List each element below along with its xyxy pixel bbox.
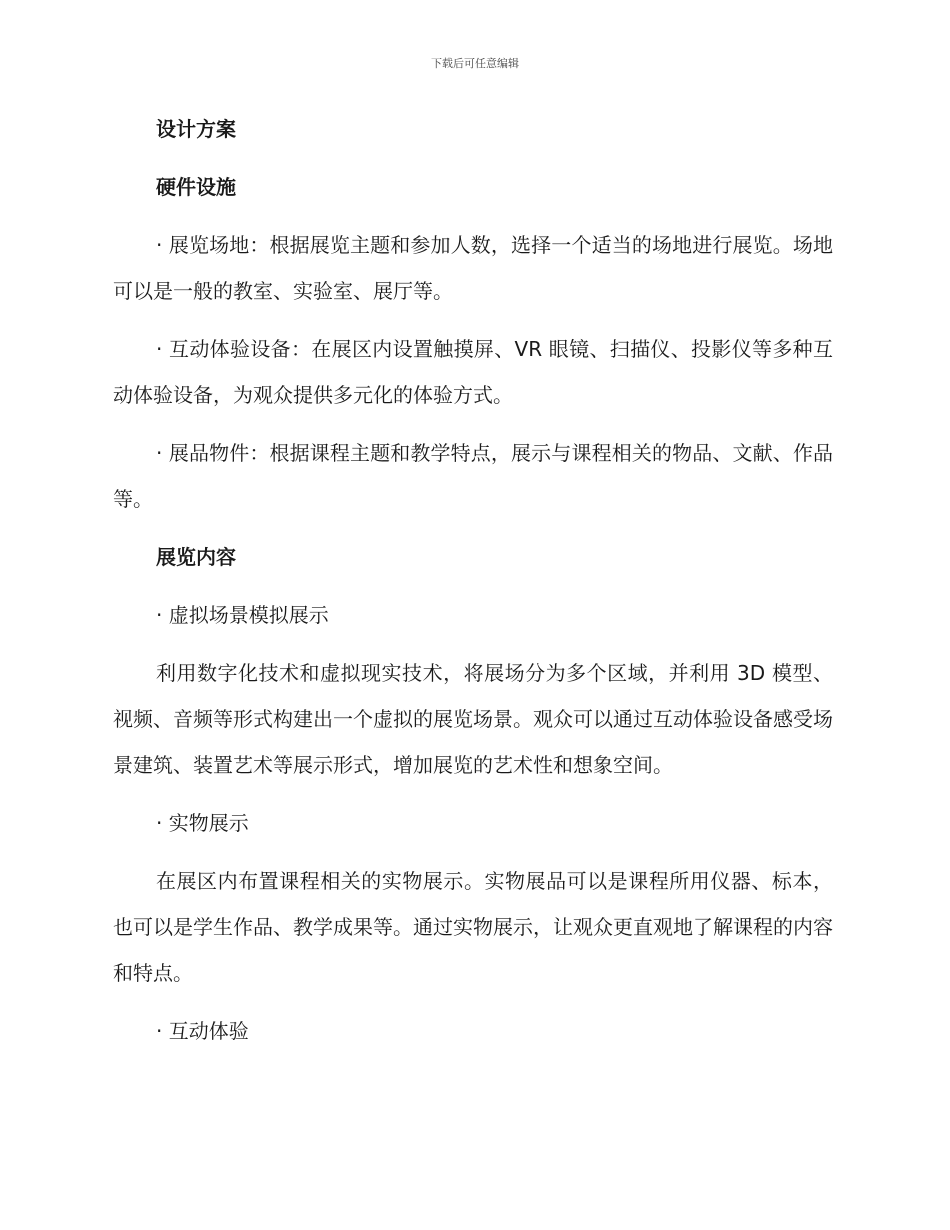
virtual-display-label: · 虚拟场景模拟展示 [156,603,329,627]
hardware-item-exhibits: · 展品物件：根据课程主题和教学特点，展示与课程相关的物品、文献、作品等。 [113,441,833,511]
hardware-item-devices: · 互动体验设备：在展区内设置触摸屏、VR 眼镜、扫描仪、投影仪等多种互动体验设备，为观众提供多元化的体验方式。 [113,337,833,407]
hardware-heading: 硬件设施 [156,175,236,199]
physical-display-text: 在展区内布置课程相关的实物展示。实物展品可以是课程所用仪器、标本，也可以是学生作品、教学成果等。通过实物展示，让观众更直观地了解课程的内容和特点。 [113,869,833,985]
document-body [113,106,833,1066]
content-heading: 展览内容 [156,545,236,569]
hardware-item-venue: · 展览场地：根据展览主题和参加人数，选择一个适当的场地进行展览。场地可以是一般的教室、实验室、展厅等。 [113,233,833,303]
page-header: 下载后可任意编辑 [431,57,519,70]
virtual-display-text: 利用数字化技术和虚拟现实技术，将展场分为多个区域，并利用 3D 模型、视频、音频等形式构建出一个虚拟的展览场景。观众可以通过互动体验设备感受场景建筑、装置艺术等展示形式，增加展览的艺术性和想象空间。 [113,661,833,777]
section-title: 设计方案 [156,117,236,141]
physical-display-label: · 实物展示 [156,811,249,835]
interactive-experience-label: · 互动体验 [156,1019,249,1043]
